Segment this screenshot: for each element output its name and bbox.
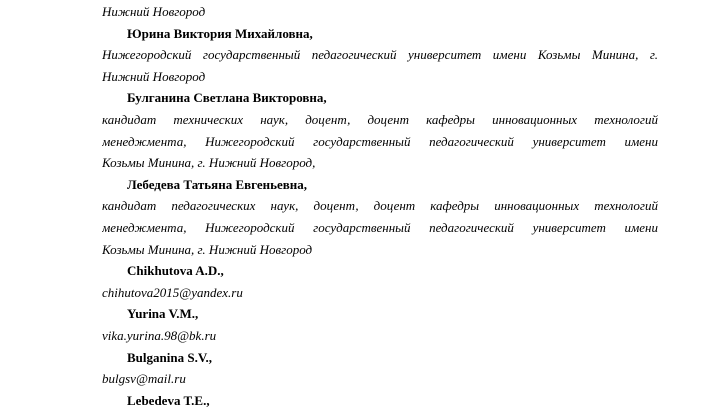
author-affiliation-line: кандидат технических наук, доцент, доцент кафедры инновационных технологий <box>102 111 658 127</box>
author-email: bulgsv@mail.ru <box>102 371 186 387</box>
author-affiliation-line: менеджмента, Нижегородский государственный педагогический университет имени <box>102 133 658 149</box>
author-name: Bulganina S.V., <box>127 349 213 365</box>
author-affiliation-line: Козьмы Минина, г. Нижний Новгород, <box>102 155 316 171</box>
author-name: Булганина Светлана Викторовна, <box>127 90 327 106</box>
author-affiliation-line: Нижегородский государственный педагогический университет имени Козьмы Минина, г. <box>102 47 658 63</box>
author-affiliation-line: Нижний Новгород <box>102 68 206 84</box>
author-affiliation-line: Козьмы Минина, г. Нижний Новгород <box>102 241 313 257</box>
author-affiliation-line: менеджмента, Нижегородский государственный педагогический университет имени <box>102 219 658 235</box>
author-affiliation-line: Нижний Новгород <box>102 4 206 19</box>
author-name: Lebedeva T.E., <box>127 392 210 408</box>
author-info-block <box>102 1 658 411</box>
author-name: Лебедева Татьяна Евгеньевна, <box>127 176 308 192</box>
author-email: vika.yurina.98@bk.ru <box>102 327 217 343</box>
author-affiliation-line: кандидат педагогических наук, доцент, доцент кафедры инновационных технологий <box>102 198 658 214</box>
author-name: Chikhutova A.D., <box>127 263 224 279</box>
author-name: Юрина Виктория Михайловна, <box>127 25 313 41</box>
author-name: Yurina V.M., <box>127 306 199 322</box>
author-email: chihutova2015@yandex.ru <box>102 284 243 300</box>
